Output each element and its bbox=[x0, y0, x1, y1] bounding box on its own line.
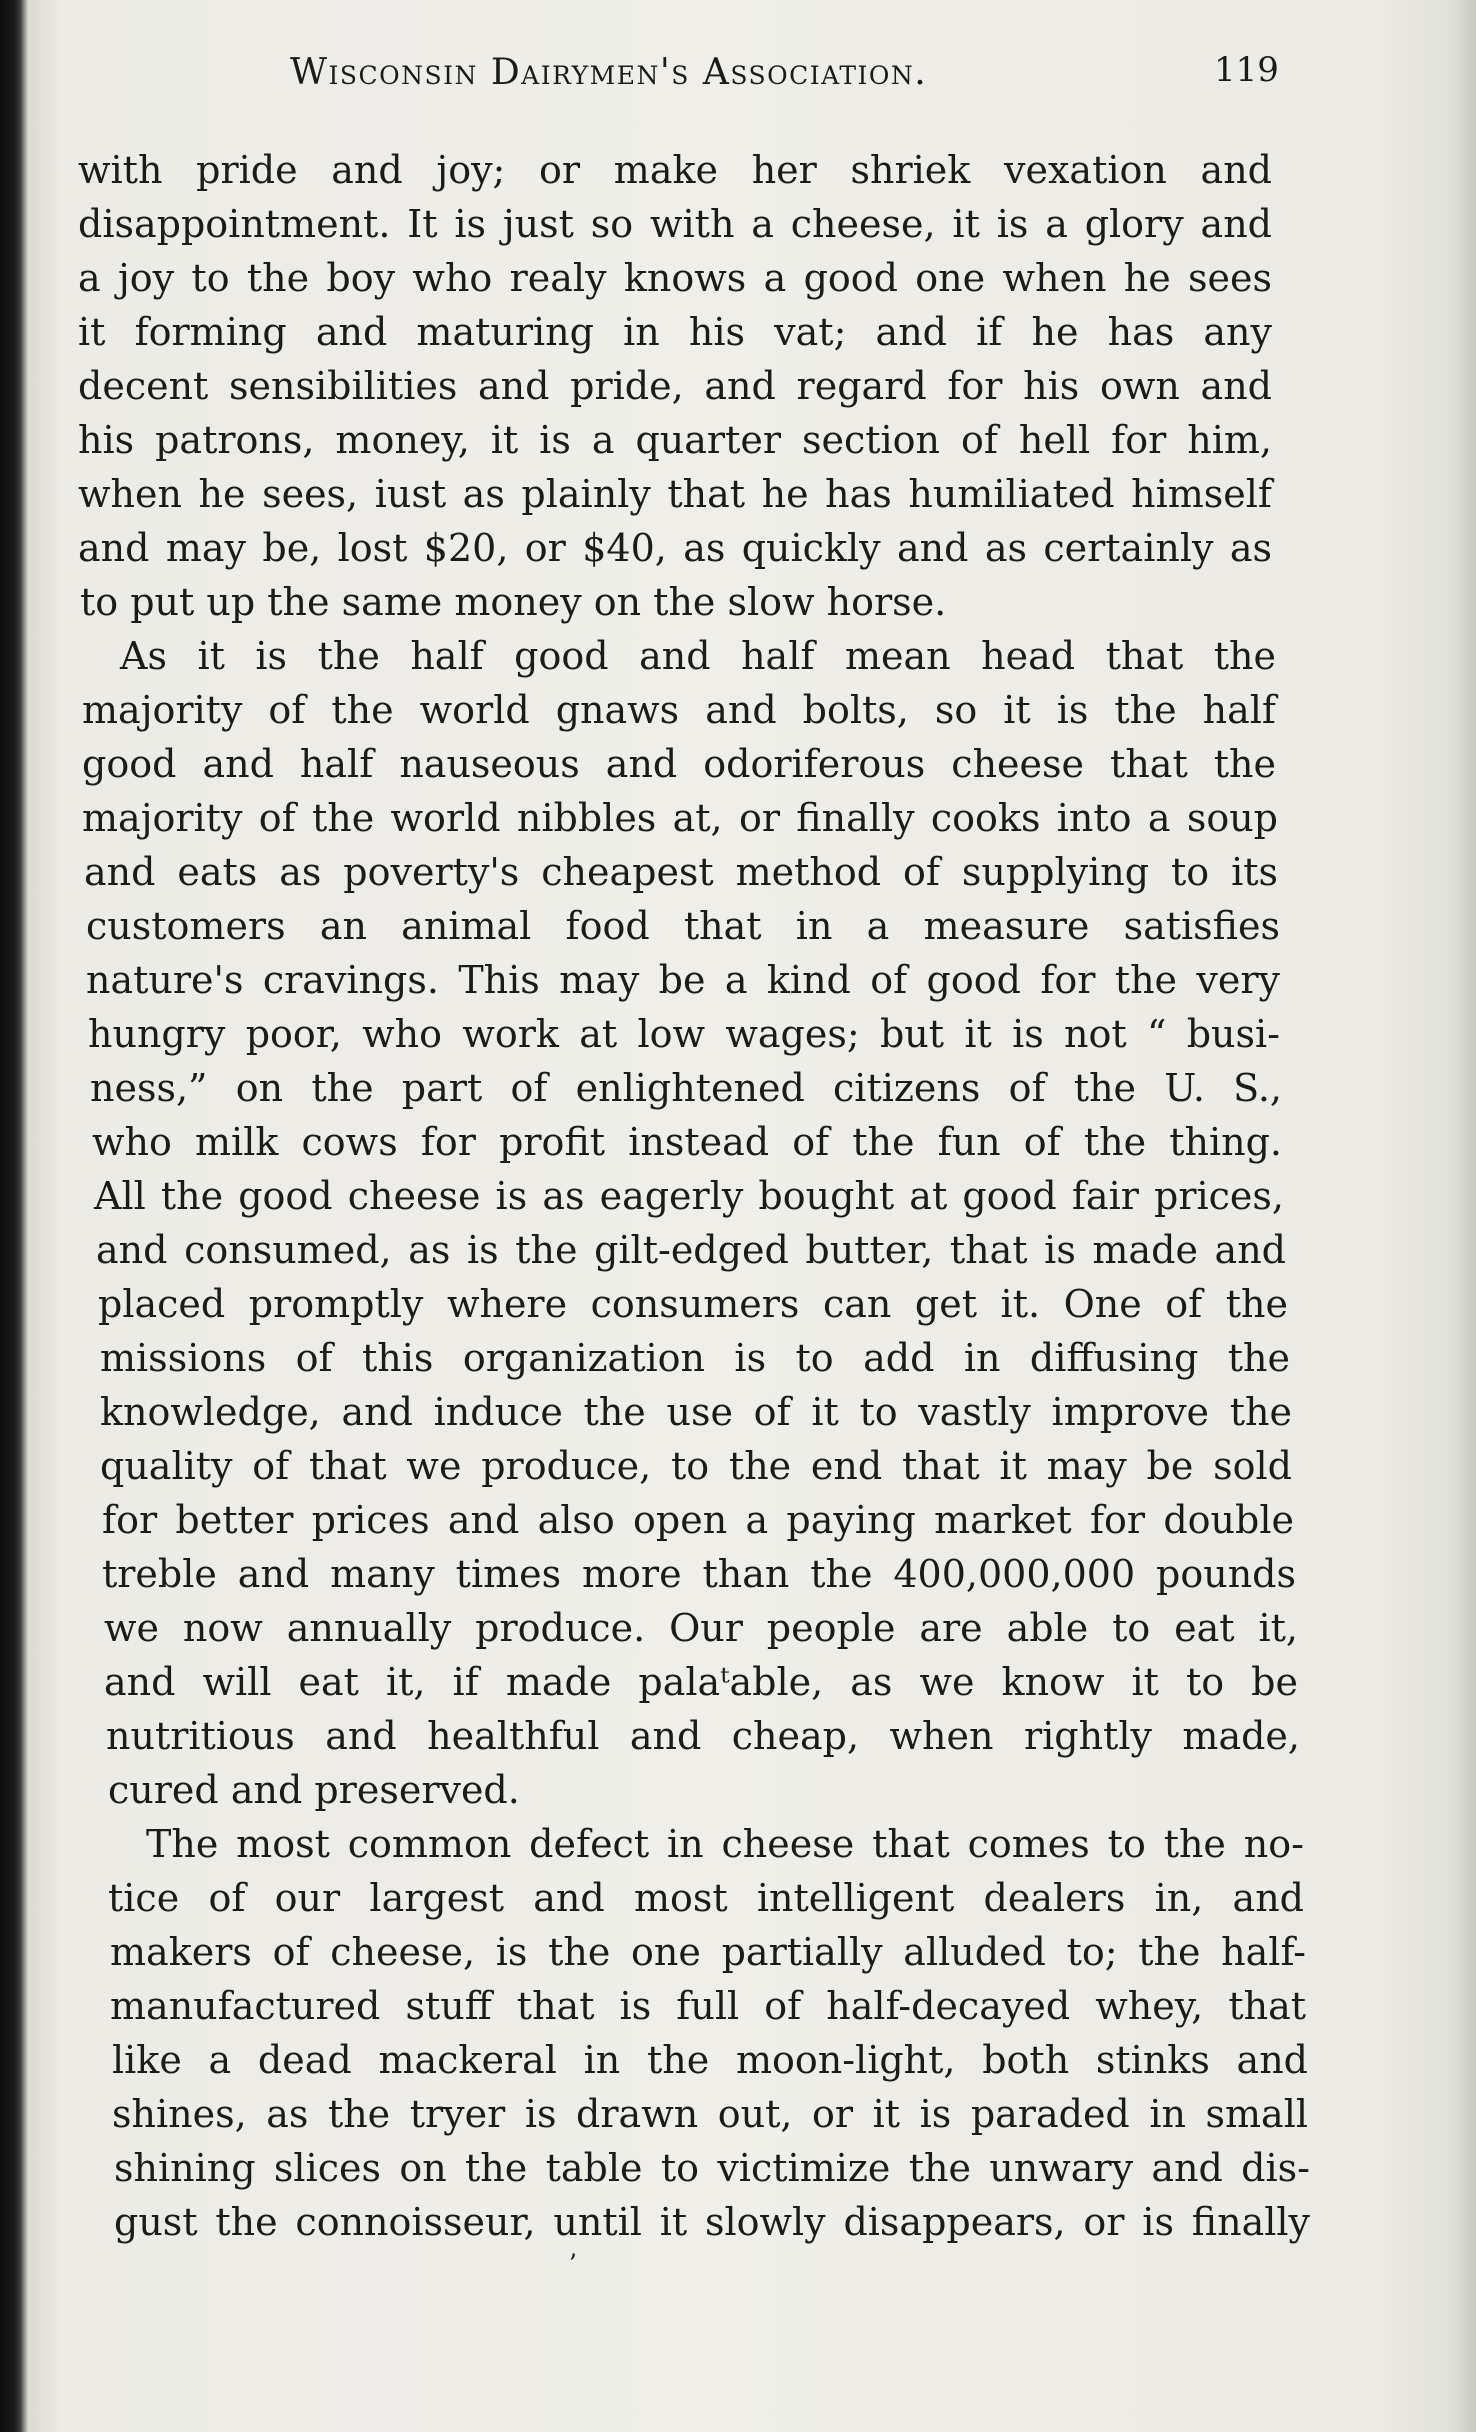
text-line: treble and many times more than the 400,000,000 pounds bbox=[102, 1552, 1296, 1596]
text-line: cured and preserved. bbox=[108, 1768, 520, 1812]
text-line: when he sees, iust as plainly that he has humiliated himself bbox=[78, 472, 1272, 516]
stray-ink-mark: ʼ bbox=[568, 2250, 577, 2280]
text-line: and consumed, as is the gilt-edged butter, that is made and bbox=[96, 1228, 1286, 1272]
text-line: hungry poor, who work at low wages; but it is not “ busi- bbox=[88, 1012, 1280, 1056]
text-line: and will eat it, if made palaᵗable, as we know it to be bbox=[104, 1660, 1298, 1704]
text-line: disappointment. It is just so with a cheese, it is a glory and bbox=[78, 202, 1272, 246]
text-line: As it is the half good and half mean head that the bbox=[120, 634, 1276, 678]
text-line: missions of this organization is to add in diffusing the bbox=[100, 1336, 1290, 1380]
text-line: and eats as poverty's cheapest method of supplying to its bbox=[84, 850, 1278, 894]
text-line: gust the connoisseur, until it slowly disappears, or is finally bbox=[114, 2200, 1310, 2244]
text-line: with pride and joy; or make her shriek vexation and bbox=[78, 148, 1272, 192]
text-line: shining slices on the table to victimize the unwary and dis- bbox=[114, 2146, 1310, 2190]
text-line: we now annually produce. Our people are able to eat it, bbox=[104, 1606, 1298, 1650]
text-line: makers of cheese, is the one partially alluded to; the half- bbox=[110, 1930, 1306, 1974]
text-line: to put up the same money on the slow horse. bbox=[80, 580, 947, 624]
text-line: his patrons, money, it is a quarter section of hell for him, bbox=[78, 418, 1272, 462]
text-line: All the good cheese is as eagerly bought at good fair prices, bbox=[94, 1174, 1284, 1218]
text-line: for better prices and also open a paying market for double bbox=[102, 1498, 1294, 1542]
running-head-title: Wisconsin Dairymen's Association. bbox=[290, 52, 928, 93]
text-line: The most common defect in cheese that comes to the no- bbox=[146, 1822, 1304, 1866]
text-line: and may be, lost $20, or $40, as quickly and as certainly as bbox=[78, 526, 1272, 570]
text-line: nature's cravings. This may be a kind of good for the very bbox=[86, 958, 1280, 1002]
page-number: 119 bbox=[1214, 50, 1279, 90]
text-line: it forming and maturing in his vat; and if he has any bbox=[78, 310, 1272, 354]
text-line: like a dead mackeral in the moon-light, both stinks and bbox=[112, 2038, 1308, 2082]
text-line: knowledge, and induce the use of it to vastly improve the bbox=[100, 1390, 1292, 1434]
text-line: ness,” on the part of enlightened citizens of the U. S., bbox=[90, 1066, 1282, 1110]
text-line: decent sensibilities and pride, and regard for his own and bbox=[78, 364, 1272, 408]
text-line: quality of that we produce, to the end that it may be sold bbox=[100, 1444, 1292, 1488]
text-line: good and half nauseous and odoriferous cheese that the bbox=[82, 742, 1276, 786]
text-line: a joy to the boy who realy knows a good one when he sees bbox=[78, 256, 1272, 300]
text-line: majority of the world gnaws and bolts, so it is the half bbox=[82, 688, 1276, 732]
text-line: who milk cows for profit instead of the fun of the thing. bbox=[92, 1120, 1282, 1164]
text-line: customers an animal food that in a measure satisfies bbox=[86, 904, 1280, 948]
text-line: tice of our largest and most intelligent dealers in, and bbox=[108, 1876, 1304, 1920]
text-line: manufactured stuff that is full of half-decayed whey, that bbox=[110, 1984, 1306, 2028]
text-line: shines, as the tryer is drawn out, or it is paraded in small bbox=[112, 2092, 1308, 2136]
text-line: majority of the world nibbles at, or finally cooks into a soup bbox=[82, 796, 1278, 840]
text-line: nutritious and healthful and cheap, when rightly made, bbox=[106, 1714, 1300, 1758]
text-line: placed promptly where consumers can get it. One of the bbox=[98, 1282, 1288, 1326]
